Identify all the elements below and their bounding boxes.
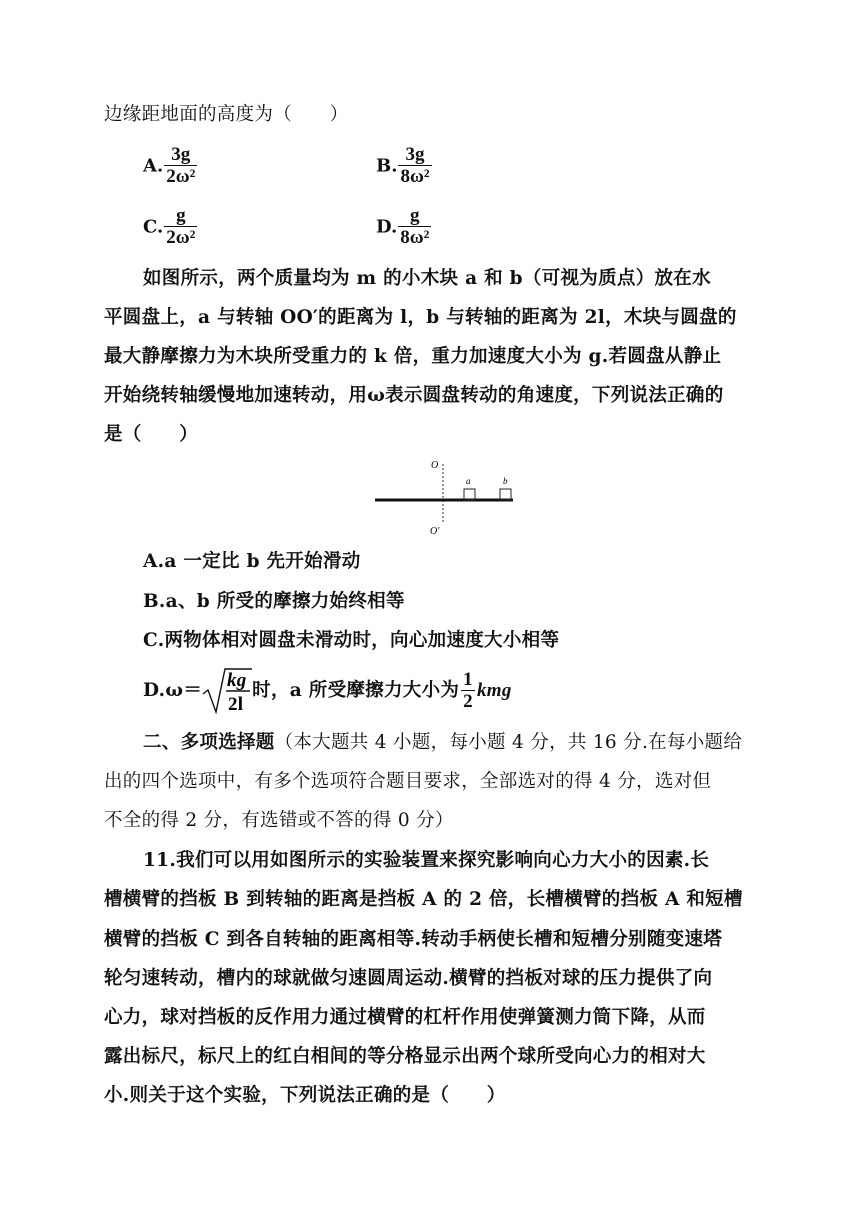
q10-option-d-suffix: kmg <box>476 680 512 701</box>
q9-option-d-num: g <box>398 206 431 227</box>
q9-option-d-fraction <box>398 206 431 249</box>
q11-line-4: 轮匀速转动，槽内的球就做匀速圆周运动.横臂的挡板对球的压力提供了向 <box>104 968 713 989</box>
q9-option-a-den: 2ω² <box>166 166 196 187</box>
q11-line-7: 小.则关于这个实验，下列说法正确的是（ ） <box>104 1085 506 1106</box>
q9-option-b-den: 8ω² <box>400 166 430 187</box>
axis-top-label: O <box>431 460 439 471</box>
q11-line-5: 心力，球对挡板的反作用力通过横臂的杠杆作用使弹簧测力筒下降，从而 <box>104 1007 706 1028</box>
q10-line-1: 如图所示，两个质量均为 m 的小木块 a 和 b（可视为质点）放在水 <box>143 268 711 289</box>
q9-option-d-label: D. <box>376 216 398 238</box>
section2-desc-2: 出的四个选项中，有多个选项符合题目要求，全部选对的得 4 分，选对但 <box>104 771 712 792</box>
q9-option-b-num: 3g <box>398 145 431 166</box>
q10-line-4: 开始绕转轴缓慢地加速转动，用ω表示圆盘转动的角速度，下列说法正确的 <box>104 385 724 406</box>
section2-title: 二、多项选择题 <box>143 732 275 753</box>
q9-option-b-fraction <box>398 145 431 188</box>
q9-option-a-fraction <box>164 145 197 188</box>
sqrt-den: 2l <box>228 694 244 715</box>
sqrt-sign <box>202 666 252 716</box>
q10-option-d[interactable] <box>143 666 512 716</box>
q10-line-5: 是（ ） <box>104 424 199 445</box>
q9-option-b[interactable] <box>376 145 432 188</box>
half-den: 2 <box>463 690 473 712</box>
q9-option-a-label: A. <box>143 155 164 177</box>
q11-line-1: 11.我们可以用如图所示的实验装置来探究影响向心力大小的因素.长 <box>143 850 710 871</box>
sqrt-num: kg <box>227 670 247 691</box>
turntable-diagram <box>370 458 530 538</box>
q10-line-3: 最大静摩擦力为木块所受重力的 k 倍，重力加速度大小为 g.若圆盘从静止 <box>104 346 722 367</box>
q9-option-c-fraction <box>164 206 197 249</box>
q10-option-b[interactable]: B.a、b 所受的摩擦力始终相等 <box>143 591 405 612</box>
block-b-label: b <box>503 476 508 486</box>
half-num: 1 <box>463 668 473 690</box>
q9-option-d[interactable] <box>376 206 431 249</box>
q11-line-6: 露出标尺，标尺上的红白相间的等分格显示出两个球所受向心力的相对大 <box>104 1046 706 1067</box>
section2-heading <box>143 731 742 755</box>
q9-option-c[interactable] <box>143 206 197 249</box>
q10-option-d-middle: 时，a 所受摩擦力大小为 <box>252 680 460 701</box>
axis-bottom-label: O′ <box>430 526 440 537</box>
q10-line-2: 平圆盘上，a 与转轴 OO′的距离为 l，b 与转轴的距离为 2l，木块与圆盘的 <box>104 307 737 328</box>
q9-option-a[interactable] <box>143 145 197 188</box>
section2-desc-3: 不全的得 2 分，有选错或不答的得 0 分） <box>104 810 454 831</box>
q10-option-d-prefix: D.ω＝ <box>143 680 203 701</box>
prev-question-tail: 边缘距地面的高度为（ ） <box>104 104 349 125</box>
sqrt-expression <box>202 666 252 716</box>
q9-option-d-den: 8ω² <box>400 227 430 248</box>
q9-option-c-den: 2ω² <box>166 227 196 248</box>
q10-option-c[interactable]: C.两物体相对圆盘未滑动时，向心加速度大小相等 <box>143 630 560 651</box>
q9-option-c-num: g <box>164 206 197 227</box>
q11-line-3: 横臂的挡板 C 到各自转轴的距离相等.转动手柄使长槽和短槽分别随变速塔 <box>104 929 723 950</box>
block-a <box>464 489 475 500</box>
block-b <box>500 489 511 500</box>
q9-option-a-num: 3g <box>164 145 197 166</box>
q10-option-a[interactable]: A.a 一定比 b 先开始滑动 <box>143 551 361 572</box>
section2-desc-1: （本大题共 4 小题，每小题 4 分，共 16 分.在每小题给 <box>274 732 743 753</box>
block-a-label: a <box>466 476 471 486</box>
q11-line-2: 槽横臂的挡板 B 到转轴的距离是挡板 A 的 2 倍，长槽横臂的挡板 A 和短槽 <box>104 889 743 910</box>
q9-option-c-label: C. <box>143 216 164 238</box>
q9-option-b-label: B. <box>376 155 398 177</box>
half-fraction <box>461 670 475 713</box>
